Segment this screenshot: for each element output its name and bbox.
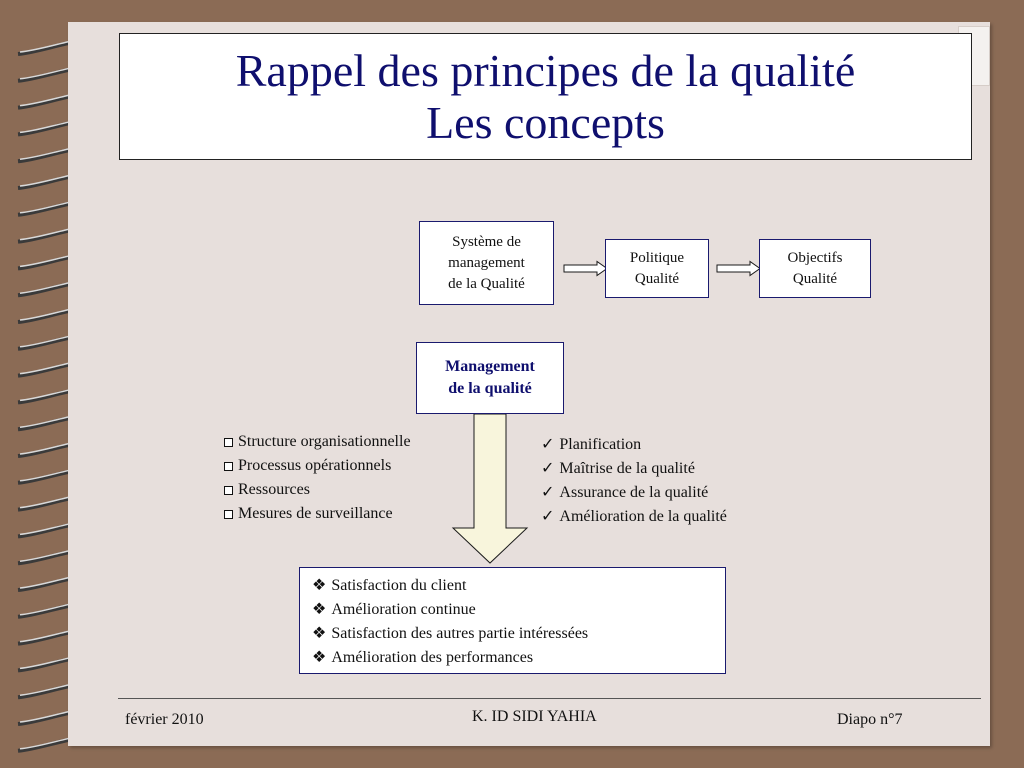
flow-box-systeme-line-3: de la Qualité xyxy=(448,275,525,292)
flow-box-systeme xyxy=(419,221,554,305)
list-item xyxy=(224,430,411,454)
footer-author: K. ID SIDI YAHIA xyxy=(472,708,597,725)
list-item xyxy=(224,478,411,502)
checkbox-square-icon xyxy=(224,438,233,447)
checkbox-square-icon xyxy=(224,486,233,495)
list-item-label: Mesures de surveillance xyxy=(238,505,393,522)
list-item-label: Processus opérationnels xyxy=(238,457,392,474)
footer-divider xyxy=(118,698,981,699)
list-item xyxy=(541,505,727,529)
diamond-bullet-icon: ❖ xyxy=(312,601,327,618)
flow-box-objectifs-line-2: Qualité xyxy=(792,270,838,287)
footer-date: février 2010 xyxy=(125,711,204,728)
flow-arrow-1 xyxy=(564,262,607,276)
list-item-label: Amélioration des performances xyxy=(331,649,534,666)
list-item xyxy=(224,454,411,478)
list-item xyxy=(541,433,727,457)
list-item xyxy=(312,622,725,646)
checkmark-icon: ✓ xyxy=(541,460,555,477)
checkmark-icon: ✓ xyxy=(541,508,555,525)
list-item-label: Ressources xyxy=(238,481,310,498)
list-item-label: Maîtrise de la qualité xyxy=(559,460,695,477)
footer-slide-number: Diapo n°7 xyxy=(837,711,903,728)
checkbox-square-icon xyxy=(224,462,233,471)
resources-list xyxy=(224,430,411,526)
diamond-bullet-icon: ❖ xyxy=(312,649,327,666)
list-item-label: Amélioration continue xyxy=(331,601,476,618)
management-line-2: de la qualité xyxy=(448,380,532,397)
flow-box-politique-line-2: Qualité xyxy=(634,270,680,287)
diamond-bullet-icon: ❖ xyxy=(312,625,327,642)
list-item xyxy=(541,481,727,505)
checkbox-square-icon xyxy=(224,510,233,519)
results-list xyxy=(312,574,725,670)
list-item xyxy=(312,598,725,622)
flow-box-systeme-line-1: Système de xyxy=(452,233,521,250)
list-item xyxy=(541,457,727,481)
flow-box-politique xyxy=(605,239,709,298)
list-item-label: Assurance de la qualité xyxy=(559,484,709,501)
list-item-label: Planification xyxy=(559,436,642,453)
flow-box-politique-line-1: Politique xyxy=(629,249,685,266)
list-item xyxy=(312,646,725,670)
slide-subtitle: Les concepts xyxy=(426,96,665,148)
down-arrow xyxy=(453,414,527,563)
flow-arrow-2 xyxy=(717,262,760,276)
flow-box-objectifs xyxy=(759,239,871,298)
list-item xyxy=(224,502,411,526)
list-item-label: Satisfaction des autres partie intéressées xyxy=(331,625,589,642)
slide-title: Rappel des principes de la qualité xyxy=(235,44,856,96)
list-item xyxy=(312,574,725,598)
results-box xyxy=(299,567,726,674)
processes-list xyxy=(541,433,727,529)
management-line-1: Management xyxy=(445,358,535,375)
list-item-label: Satisfaction du client xyxy=(331,577,467,594)
list-item-label: Amélioration de la qualité xyxy=(559,508,727,525)
flow-box-systeme-line-2: management xyxy=(448,254,525,271)
management-box xyxy=(416,342,564,414)
flow-box-objectifs-line-1: Objectifs xyxy=(787,249,843,266)
checkmark-icon: ✓ xyxy=(541,484,555,501)
list-item-label: Structure organisationnelle xyxy=(238,433,411,450)
diamond-bullet-icon: ❖ xyxy=(312,577,327,594)
checkmark-icon: ✓ xyxy=(541,436,555,453)
